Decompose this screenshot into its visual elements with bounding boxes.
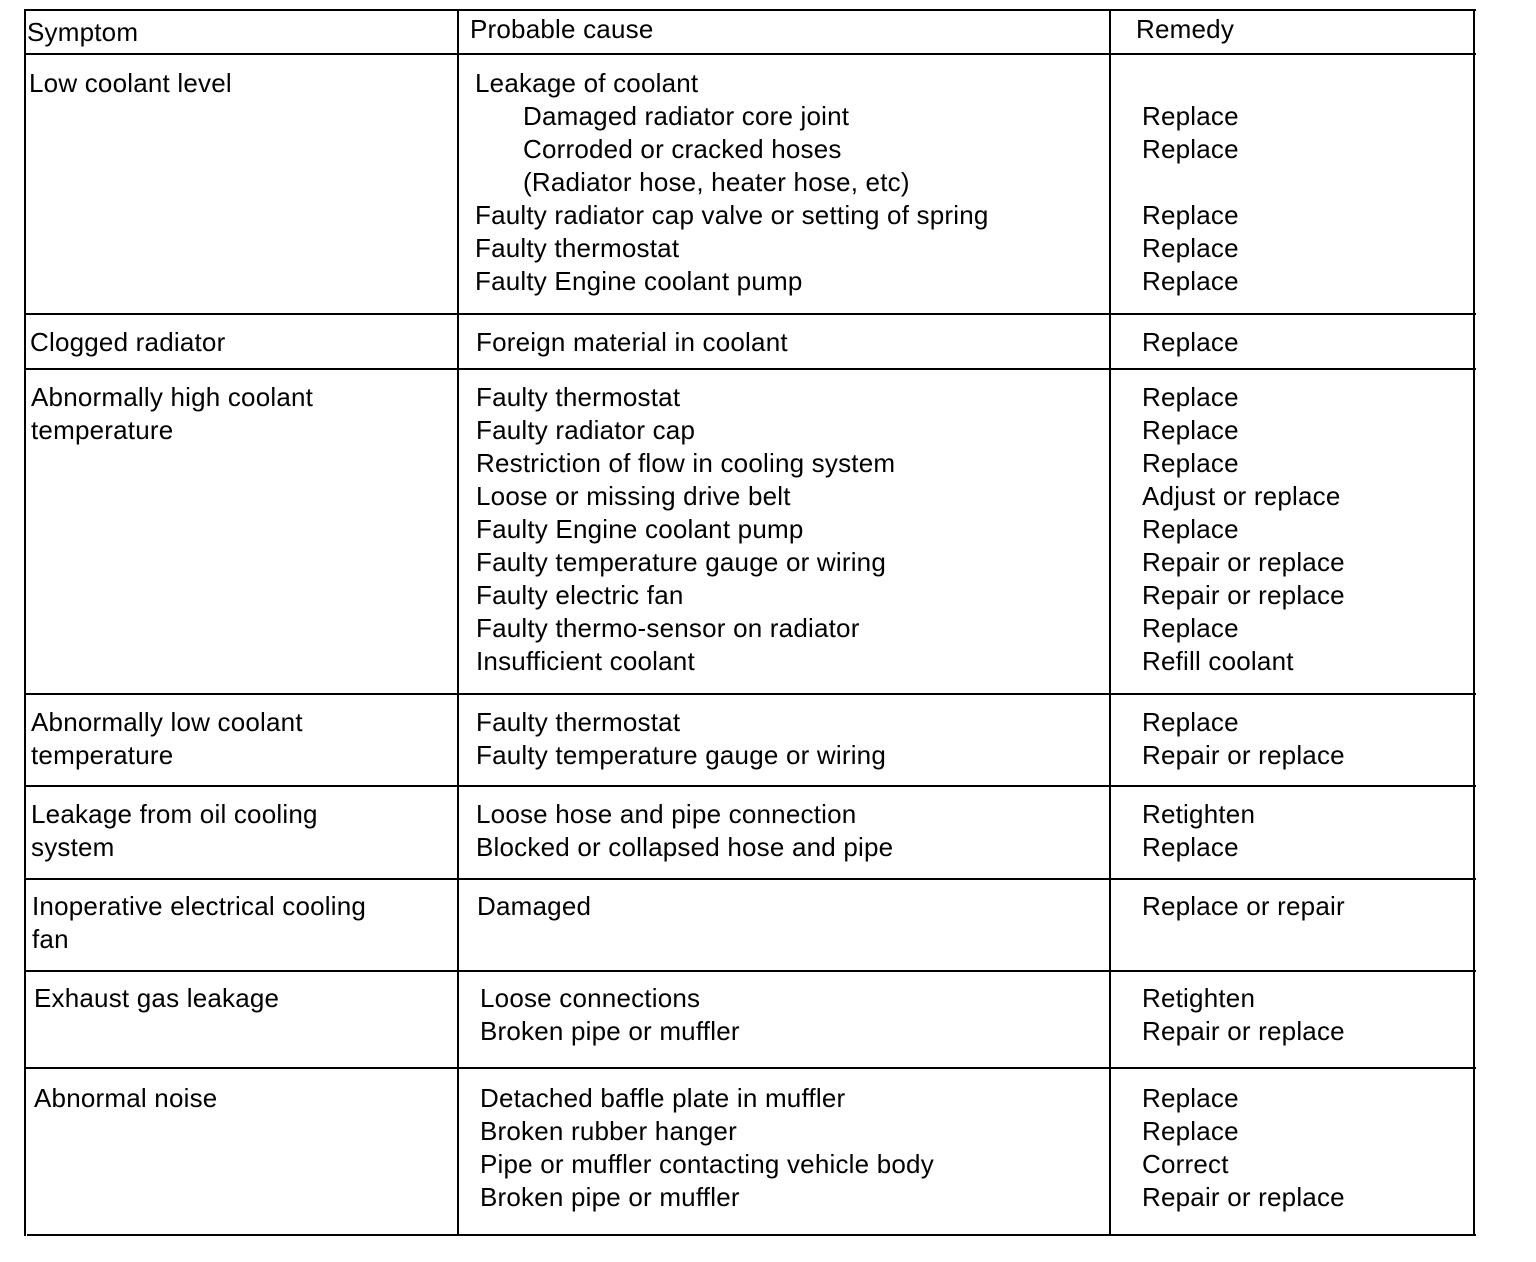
probable-cause-text: Faulty thermostat bbox=[476, 382, 681, 412]
remedy-text: Repair or replace bbox=[1142, 740, 1345, 770]
probable-cause-text: Broken rubber hanger bbox=[480, 1116, 737, 1146]
symptom-text: fan bbox=[32, 924, 69, 954]
probable-cause-text: Foreign material in coolant bbox=[476, 327, 788, 357]
probable-cause-text: Faulty thermo-sensor on radiator bbox=[476, 613, 860, 643]
row-divider bbox=[24, 785, 1476, 787]
header-remedy: Remedy bbox=[1136, 14, 1235, 44]
probable-cause-text: Insufficient coolant bbox=[476, 646, 695, 676]
remedy-text: Replace bbox=[1142, 613, 1239, 643]
probable-cause-text: Loose or missing drive belt bbox=[476, 481, 791, 511]
probable-cause-text: Corroded or cracked hoses bbox=[523, 134, 842, 164]
table-border-bottom bbox=[27, 1234, 1476, 1236]
row-divider bbox=[24, 693, 1476, 695]
probable-cause-text: Faulty radiator cap bbox=[476, 415, 696, 445]
probable-cause-text: Broken pipe or muffler bbox=[480, 1016, 740, 1046]
remedy-text: Replace bbox=[1142, 1116, 1239, 1146]
remedy-text: Replace bbox=[1142, 707, 1239, 737]
row-divider bbox=[24, 970, 1476, 972]
remedy-text: Correct bbox=[1142, 1149, 1229, 1179]
remedy-text: Replace bbox=[1142, 134, 1239, 164]
table-border-top bbox=[24, 9, 1476, 11]
probable-cause-text: Damaged bbox=[477, 891, 592, 921]
probable-cause-text: Faulty thermostat bbox=[475, 233, 680, 263]
remedy-text: Replace bbox=[1142, 233, 1239, 263]
probable-cause-text: Broken pipe or muffler bbox=[480, 1182, 740, 1212]
remedy-text: Refill coolant bbox=[1142, 646, 1294, 676]
table-border-right bbox=[1473, 9, 1475, 1236]
probable-cause-text: Faulty radiator cap valve or setting of spring bbox=[475, 200, 989, 230]
probable-cause-text: (Radiator hose, heater hose, etc) bbox=[523, 167, 910, 197]
symptom-text: Abnormally high coolant bbox=[31, 382, 314, 412]
remedy-text: Replace bbox=[1142, 200, 1239, 230]
probable-cause-text: Faulty electric fan bbox=[476, 580, 684, 610]
header-divider bbox=[24, 53, 1476, 55]
symptom-text: Abnormally low coolant bbox=[31, 707, 303, 737]
remedy-text: Replace bbox=[1142, 514, 1239, 544]
header-symptom: Symptom bbox=[27, 17, 139, 47]
remedy-text: Replace bbox=[1142, 415, 1239, 445]
probable-cause-text: Detached baffle plate in muffler bbox=[480, 1083, 846, 1113]
symptom-text: system bbox=[31, 832, 115, 862]
probable-cause-text: Faulty thermostat bbox=[476, 707, 681, 737]
column-divider-cause bbox=[457, 9, 459, 1236]
remedy-text: Replace bbox=[1142, 266, 1239, 296]
remedy-text: Retighten bbox=[1142, 799, 1256, 829]
probable-cause-text: Leakage of coolant bbox=[475, 68, 699, 98]
header-probable-cause: Probable cause bbox=[470, 14, 654, 44]
probable-cause-text: Damaged radiator core joint bbox=[523, 101, 850, 131]
probable-cause-text: Loose connections bbox=[480, 983, 701, 1013]
symptom-text: temperature bbox=[31, 415, 174, 445]
table-border-left bbox=[24, 9, 26, 1236]
symptom-text: Abnormal noise bbox=[34, 1083, 218, 1113]
probable-cause-text: Blocked or collapsed hose and pipe bbox=[476, 832, 894, 862]
probable-cause-text: Loose hose and pipe connection bbox=[476, 799, 857, 829]
probable-cause-text: Pipe or muffler contacting vehicle body bbox=[480, 1149, 934, 1179]
remedy-text: Replace bbox=[1142, 1083, 1239, 1113]
row-divider bbox=[24, 368, 1476, 370]
symptom-text: temperature bbox=[31, 740, 174, 770]
remedy-text: Replace bbox=[1142, 832, 1239, 862]
row-divider bbox=[24, 1067, 1476, 1069]
remedy-text: Repair or replace bbox=[1142, 547, 1345, 577]
remedy-text: Replace bbox=[1142, 382, 1239, 412]
row-divider bbox=[24, 313, 1476, 315]
probable-cause-text: Faulty temperature gauge or wiring bbox=[476, 740, 887, 770]
probable-cause-text: Restriction of flow in cooling system bbox=[476, 448, 896, 478]
remedy-text: Replace bbox=[1142, 448, 1239, 478]
remedy-text: Repair or replace bbox=[1142, 1016, 1345, 1046]
row-divider bbox=[24, 878, 1476, 880]
symptom-text: Exhaust gas leakage bbox=[34, 983, 280, 1013]
remedy-text: Adjust or replace bbox=[1142, 481, 1341, 511]
probable-cause-text: Faulty Engine coolant pump bbox=[476, 514, 804, 544]
symptom-text: Low coolant level bbox=[29, 68, 232, 98]
remedy-text: Replace bbox=[1142, 101, 1239, 131]
symptom-text: Leakage from oil cooling bbox=[31, 799, 318, 829]
probable-cause-text: Faulty temperature gauge or wiring bbox=[476, 547, 887, 577]
remedy-text: Replace bbox=[1142, 327, 1239, 357]
symptom-text: Clogged radiator bbox=[30, 327, 226, 357]
remedy-text: Replace or repair bbox=[1142, 891, 1345, 921]
remedy-text: Repair or replace bbox=[1142, 580, 1345, 610]
remedy-text: Retighten bbox=[1142, 983, 1256, 1013]
column-divider-remedy bbox=[1109, 9, 1111, 1236]
symptom-text: Inoperative electrical cooling bbox=[32, 891, 367, 921]
probable-cause-text: Faulty Engine coolant pump bbox=[475, 266, 803, 296]
remedy-text: Repair or replace bbox=[1142, 1182, 1345, 1212]
